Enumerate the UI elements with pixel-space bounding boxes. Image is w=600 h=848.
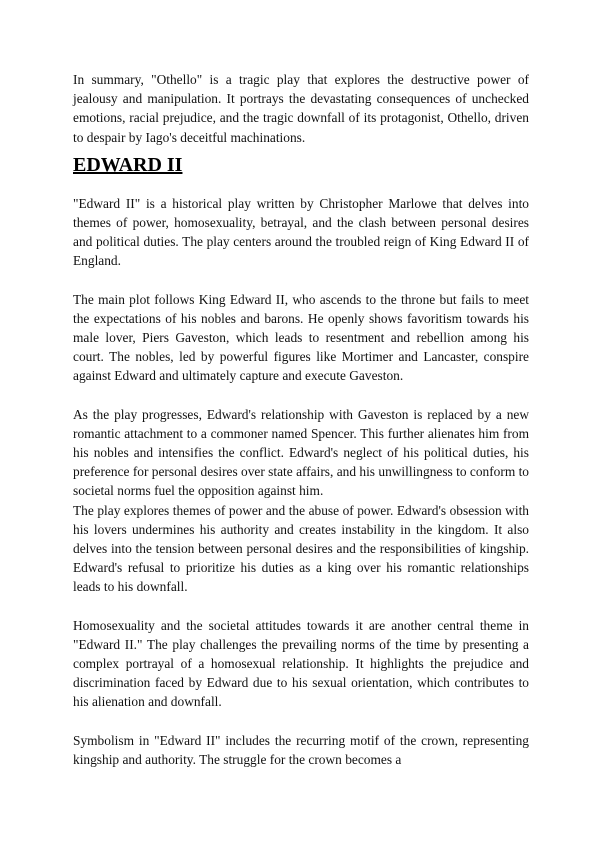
intro-paragraph: In summary, "Othello" is a tragic play that explores the destructive power of jealousy and manipulation. It portrays the devastating consequences of unchecked emotions, racial prejudice, and the tragic downfall of its protagonist, Othello, driven to despair by Iago's deceitful machinations. — [73, 72, 529, 145]
paragraph-spacer — [73, 712, 529, 731]
section-title: EDWARD II — [73, 153, 183, 176]
paragraph-progression: As the play progresses, Edward's relationship with Gaveston is replaced by a new romantic attachment to a commoner named Spencer. This further alienates him from his nobles and intensifies the conflict. Edward's neglect of his political duties, his preference for personal desires over state affairs, and his unwillingness to conform to societal norms fuel the opposition against him. — [73, 406, 530, 499]
paragraph-themes-power: The play explores themes of power and the abuse of power. Edward's obsession with his lovers undermines his authority and creates instability in the kingdom. It also delves into the tension between personal desires and the responsibilities of kingship. Edward's refusal to prioritize his duties as a king over his romantic relationships leads to his downfall. — [73, 502, 529, 595]
paragraph-spacer — [73, 597, 529, 616]
paragraph-spacer — [73, 271, 529, 290]
paragraph-symbolism: Symbolism in "Edward II" includes the recurring motif of the crown, representing kingship and authority. The struggle for the crown becomes a — [73, 732, 529, 767]
document-body — [73, 70, 529, 769]
paragraph-overview: "Edward II" is a historical play written by Christopher Marlowe that delves into themes of power, homosexuality, betrayal, and the clash between personal desires and political duties. The play centers around the troubled reign of King Edward II of England. — [73, 195, 529, 269]
paragraph-homosexuality: Homosexuality and the societal attitudes towards it are another central theme in "Edward II." The play challenges the prevailing norms of the time by presenting a complex portrayal of a homosexual relationship. It highlights the prejudice and discrimination faced by Edward due to his sexual orientation, which contributes to his alienation and downfall. — [73, 617, 529, 710]
paragraph-main-plot: The main plot follows King Edward II, who ascends to the throne but fails to meet the expectations of his nobles and barons. He openly shows favoritism towards his male lover, Piers Gaveston, which leads to resentment and rebellion among his court. The nobles, led by powerful figures like Mortimer and Lancaster, conspire against Edward and ultimately capture and execute Gaveston. — [73, 291, 529, 384]
paragraph-spacer — [73, 386, 529, 405]
